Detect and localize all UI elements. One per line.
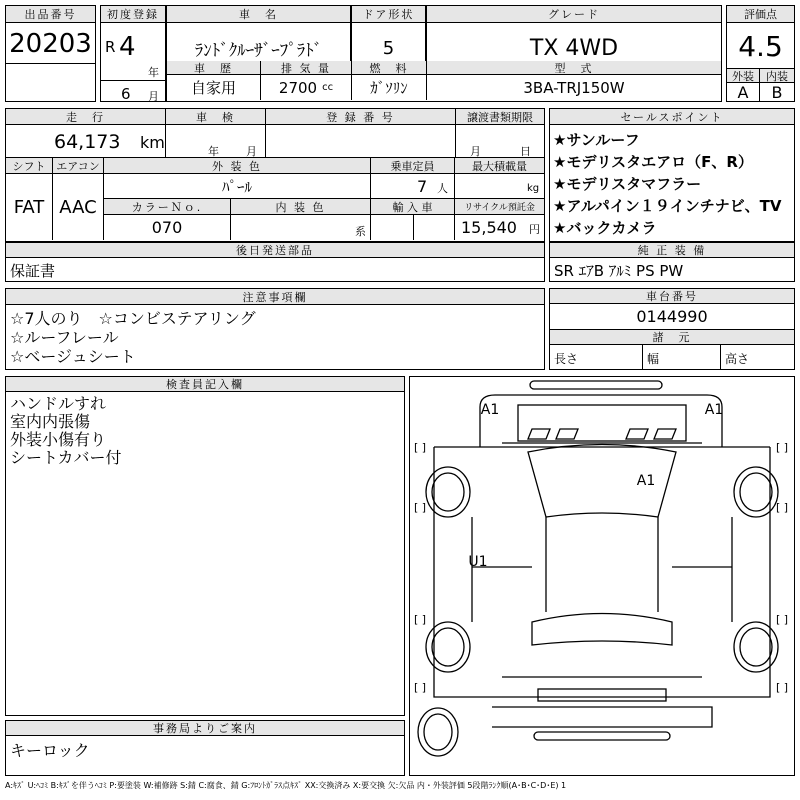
inspector-box [5,376,405,716]
sales-point-item: ★バックカメラ [553,219,657,237]
bracket-mark: [ ] [413,441,427,454]
sales-points [549,108,795,242]
int-color-cell [231,215,371,240]
width-cell: 幅 [643,345,721,369]
car-diagram [409,376,795,776]
ext-color-label: 外 装 色 [104,158,371,174]
damage-mark: A1 [636,473,656,489]
ac-value: AAC [53,174,104,240]
mileage-value: 64,173 [54,131,121,153]
reg-no-label: 登 録 番 号 [266,109,456,125]
max-load-label: 最大積載量 [455,158,544,174]
model-value: 3BA-TRJ150W [523,78,625,97]
inspector-item: ハンドルすれ [10,394,107,413]
displacement-label: 排 気 量 [261,61,352,75]
history-value: 自家用 [167,75,261,100]
office-box [5,720,405,776]
car-name-label: 車 名 [167,6,350,23]
insp-month-unit: 月 [246,145,257,158]
sales-points-label: セールスポイント [550,109,794,125]
office-value: キーロック [10,741,90,760]
car-diagram-svg [410,377,794,775]
color-no-value: 070 [104,215,231,240]
era: R [105,38,116,56]
transfer-day-unit: 日 [520,145,531,158]
bracket-mark: [ ] [775,613,789,626]
mileage-label: 走 行 [6,109,166,125]
equipment-box [549,242,795,282]
inspection-label: 車 検 [166,109,266,125]
bracket-mark: [ ] [413,681,427,694]
first-registration-label: 初度登録 [101,6,165,23]
inspector-item: 外装小傷有り [10,430,107,449]
recycle-cell [455,215,544,240]
ac-label: エアコン [53,158,104,174]
height-cell: 高さ [725,352,750,366]
capacity-unit: 人 [437,182,448,195]
notes-list [10,309,256,366]
bracket-mark: [ ] [775,681,789,694]
spec-row [166,61,722,102]
month-unit: 月 [148,90,159,103]
inspector-item: シートカバー付 [10,448,122,467]
length-cell: 長さ [550,345,643,369]
bracket-mark: [ ] [775,501,789,514]
displacement-value: 2700 [278,78,318,97]
chassis-box [549,288,795,370]
legend: A:ｷｽﾞ U:ﾍｺﾐ B:ｷｽﾞを伴うﾍｺﾐ P:要塗装 W:補修跡 S:錆 C:腐食、錆 G:ﾌﾛﾝﾄｶﾞﾗｽ点ｷｽﾞ XX:交換済み X:要交換 欠:欠品 内・外装評価 5段階ﾗﾝｸ順(A･B･C･D･E) 1 [5,781,567,790]
score-value: 4.5 [738,29,783,63]
import-value [371,215,455,240]
chassis-label: 車台番号 [550,289,794,304]
displacement-cell [261,75,352,100]
sales-point-item: ★アルパイン１９インチナビ、TV [553,197,782,215]
transfer-cell [456,125,544,157]
recycle-value: 15,540 [461,218,517,237]
capacity-label: 乗車定員 [371,158,455,174]
yen-unit: 円 [529,223,540,236]
parts-value: 保証書 [10,262,56,280]
bracket-mark: [ ] [413,613,427,626]
sales-point-item: ★サンルーフ [553,131,640,149]
car-name: ﾗﾝﾄﾞｸﾙｰｻﾞｰﾌﾟﾗﾄﾞ [194,41,323,61]
damage-mark: A1 [480,402,500,418]
equipment-value: SR ｴｱB ｱﾙﾐ PS PW [554,262,684,280]
inspection-cell [166,125,266,157]
capacity-value: 7 [417,177,428,196]
capacity-cell [371,174,455,199]
parts-label: 後日発送部品 [6,243,544,258]
fuel-label: 燃 料 [352,61,427,75]
damage-mark: U1 [468,554,488,570]
notes-box [5,288,545,370]
kg-unit: kg [527,183,540,194]
interior-grade-label: 内装 [760,69,794,83]
color-no-label: カラーＮｏ. [104,199,231,215]
dims-label: 諸 元 [550,330,794,345]
ext-color-value: ﾊﾟｰﾙ [104,174,371,199]
damage-mark: A1 [704,402,724,418]
bracket-mark: [ ] [775,441,789,454]
import-label: 輸 入 車 [371,199,455,215]
lot-number-cell [5,5,96,102]
equipment-label: 純 正 装 備 [550,243,794,258]
int-color-suffix: 系 [355,225,366,238]
office-label: 事務局よりご案内 [6,721,404,736]
int-color-label: 内 装 色 [231,199,371,215]
grade-label: グレード [427,6,721,23]
inspector-label: 検査員記入欄 [6,377,404,392]
shift-label: シフト [6,158,53,174]
notes-label: 注意事項欄 [6,289,544,305]
inspector-item: 室内内張傷 [10,412,91,431]
note-item: ☆7人のり ☆コンビステアリング [10,309,256,328]
reg-month: 6 [121,85,131,103]
history-label: 車 歴 [167,61,261,75]
insp-year-unit: 年 [208,145,219,158]
recycle-label: リサイクル預託金 [455,199,544,215]
inspector-list [10,395,122,467]
grade-value: TX 4WD [529,36,619,61]
cc-unit: cc [322,82,334,93]
sales-point-item: ★モデリスタエアロ（F、R） [553,153,753,171]
bracket-mark: [ ] [413,501,427,514]
fuel-value: ｶﾞｿﾘﾝ [352,75,427,100]
exterior-grade: A [727,83,760,101]
first-registration-cell [100,5,166,102]
sales-points-list [553,129,793,239]
km-unit: km [140,133,165,152]
door-value: 5 [382,38,395,59]
exterior-grade-label: 外装 [727,69,760,83]
reg-year: 4 [119,32,136,62]
row2 [5,108,545,158]
lot-number: 20203 [6,24,95,64]
lot-number-label: 出品番号 [6,6,95,23]
door-label: ドア形状 [352,6,425,23]
model-label: 型 式 [427,61,721,75]
note-item: ☆ルーフレール [10,328,119,347]
year-unit: 年 [148,66,159,79]
chassis-value: 0144990 [550,304,794,330]
transfer-month-unit: 月 [470,145,481,158]
score-label: 評価点 [727,6,794,23]
reg-no-value [266,125,456,157]
sales-point-item: ★モデリスタマフラー [553,175,702,193]
parts-box [5,242,545,282]
score-cell [726,5,795,102]
max-load-cell [455,174,544,199]
row3 [5,158,545,242]
transfer-label: 譲渡書類期限 [456,109,544,125]
interior-grade: B [771,82,783,102]
note-item: ☆ベージュシート [10,347,136,366]
shift-value: FAT [6,174,53,240]
mileage-cell [6,125,166,157]
